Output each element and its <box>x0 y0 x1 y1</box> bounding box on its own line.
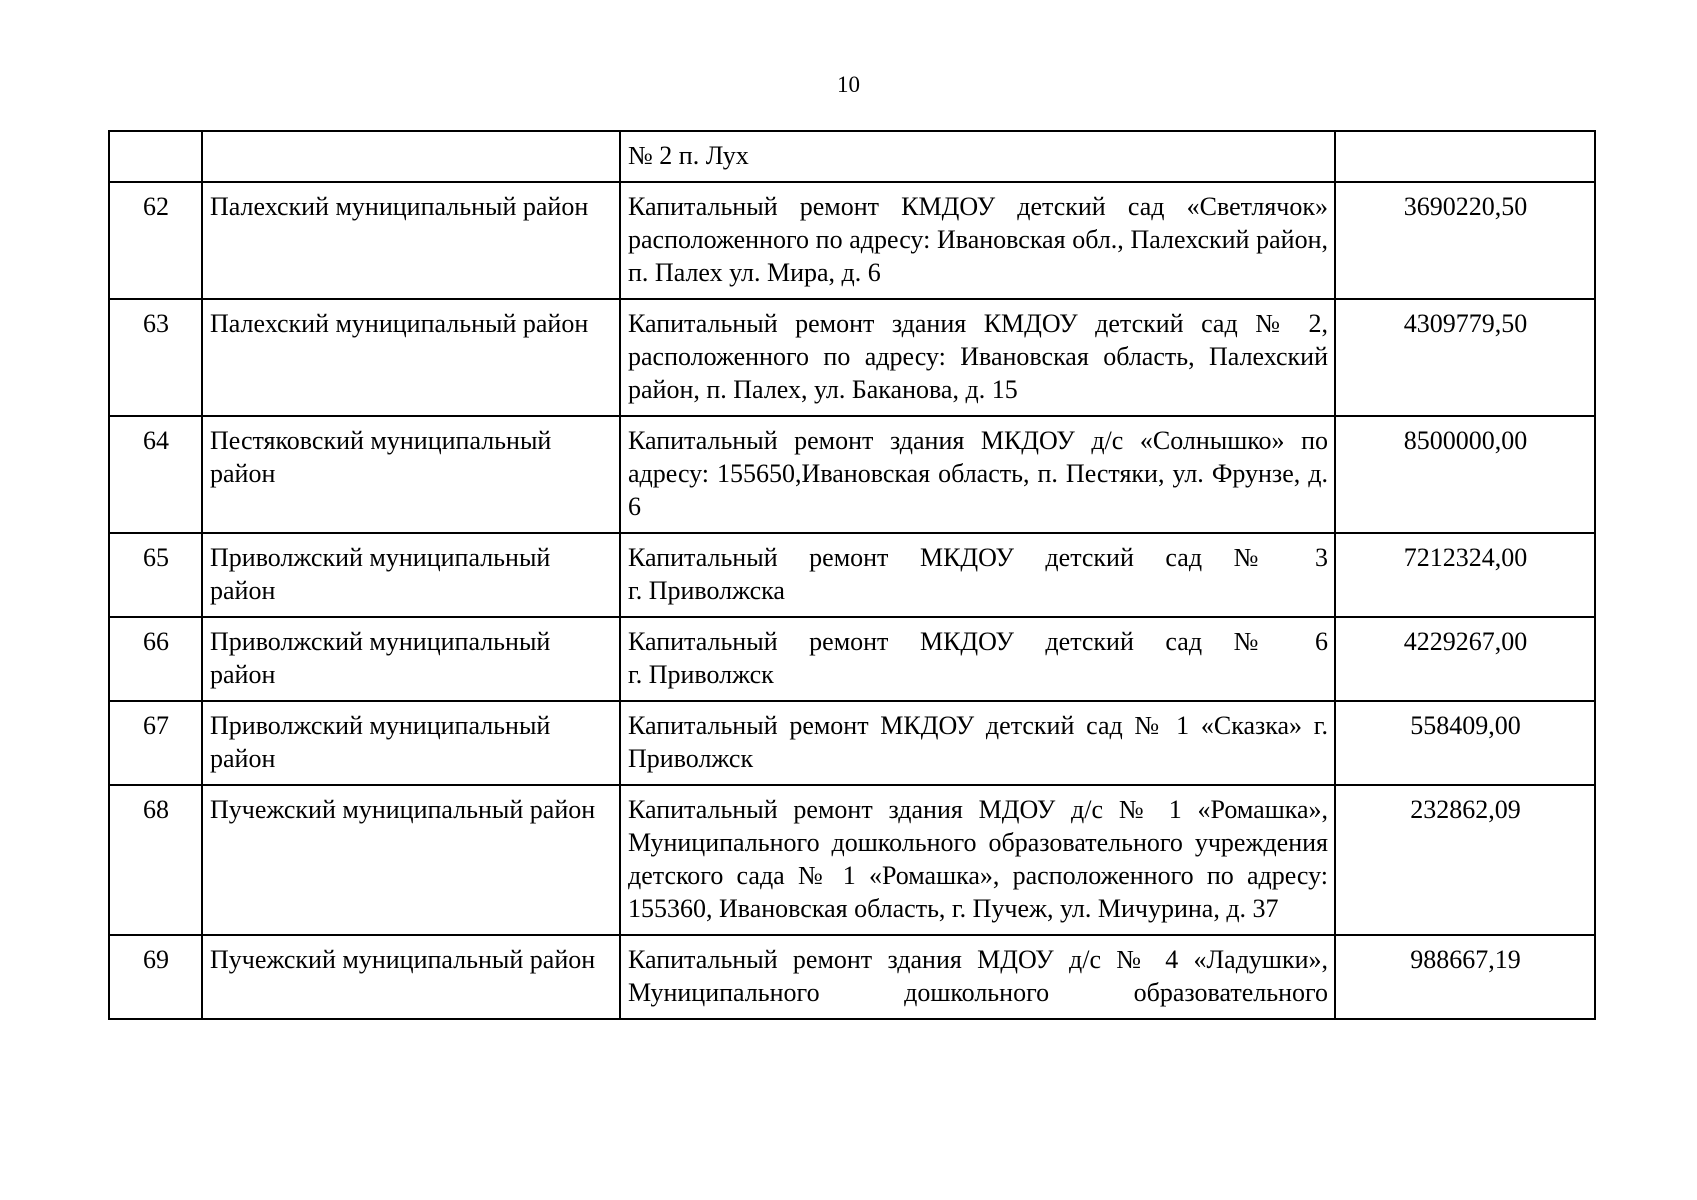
district-cell: Палехский муниципальный район <box>202 299 620 416</box>
row-number: 66 <box>109 617 202 701</box>
page-number: 10 <box>837 72 860 97</box>
description-cell: Капитальный ремонт КМДОУ детский сад «Светлячок» расположенного по адресу: Ивановская обл., Палехский район, п. Палех ул. Мира, д. 6 <box>620 182 1335 299</box>
district-cell: Пучежский муниципальный район <box>202 785 620 935</box>
description-cell: № 2 п. Лух <box>620 131 1335 182</box>
description-cell: Капитальный ремонт здания МДОУ д/с № 4 «Ладушки», Муниципального дошкольного образовательного <box>620 935 1335 1019</box>
amount-cell <box>1335 131 1595 182</box>
amount-cell: 7212324,00 <box>1335 533 1595 617</box>
district-cell: Пучежский муниципальный район <box>202 935 620 1019</box>
row-number: 64 <box>109 416 202 533</box>
district-cell <box>202 131 620 182</box>
description-line: Капитальный ремонт МКДОУ детский сад № 6 <box>628 627 1328 656</box>
row-number: 62 <box>109 182 202 299</box>
row-number: 63 <box>109 299 202 416</box>
table-row <box>109 701 1595 785</box>
description-cell: Капитальный ремонт МКДОУ детский сад № 1 «Сказка» г. Приволжск <box>620 701 1335 785</box>
row-number: 65 <box>109 533 202 617</box>
amount-cell: 558409,00 <box>1335 701 1595 785</box>
description-line: Капитальный ремонт МКДОУ детский сад № 3 <box>628 543 1328 572</box>
district-cell: Приволжский муниципальный район <box>202 701 620 785</box>
table-row <box>109 416 1595 533</box>
projects-table <box>108 130 1596 1020</box>
table-row <box>109 182 1595 299</box>
description-cell <box>620 533 1335 617</box>
district-cell: Палехский муниципальный район <box>202 182 620 299</box>
description-line: г. Приволжск <box>628 660 774 689</box>
table-row <box>109 131 1595 182</box>
description-cell: Капитальный ремонт здания КМДОУ детский сад № 2, расположенного по адресу: Ивановская область, Палехский район, п. Палех, ул. Баканова, д. 15 <box>620 299 1335 416</box>
amount-cell: 3690220,50 <box>1335 182 1595 299</box>
amount-cell: 4229267,00 <box>1335 617 1595 701</box>
row-number: 69 <box>109 935 202 1019</box>
amount-cell: 8500000,00 <box>1335 416 1595 533</box>
row-number: 67 <box>109 701 202 785</box>
district-cell: Приволжский муниципальный район <box>202 617 620 701</box>
row-number: 68 <box>109 785 202 935</box>
description-cell: Капитальный ремонт здания МКДОУ д/с «Солнышко» по адресу: 155650,Ивановская область, п. Пестяки, ул. Фрунзе, д. 6 <box>620 416 1335 533</box>
table-row <box>109 935 1595 1019</box>
district-cell: Приволжский муниципальный район <box>202 533 620 617</box>
table-row <box>109 299 1595 416</box>
description-cell: Капитальный ремонт здания МДОУ д/с № 1 «Ромашка», Муниципального дошкольного образовательного учреждения детского сада № 1 «Ромашка», расположенного по адресу: 155360, Ивановская область, г. Пучеж, ул. Мичурина, д. 37 <box>620 785 1335 935</box>
amount-cell: 988667,19 <box>1335 935 1595 1019</box>
table-row <box>109 617 1595 701</box>
district-cell: Пестяковский муниципальный район <box>202 416 620 533</box>
row-number <box>109 131 202 182</box>
description-line: г. Приволжска <box>628 576 785 605</box>
amount-cell: 4309779,50 <box>1335 299 1595 416</box>
table-row <box>109 533 1595 617</box>
table-row <box>109 785 1595 935</box>
amount-cell: 232862,09 <box>1335 785 1595 935</box>
description-cell <box>620 617 1335 701</box>
